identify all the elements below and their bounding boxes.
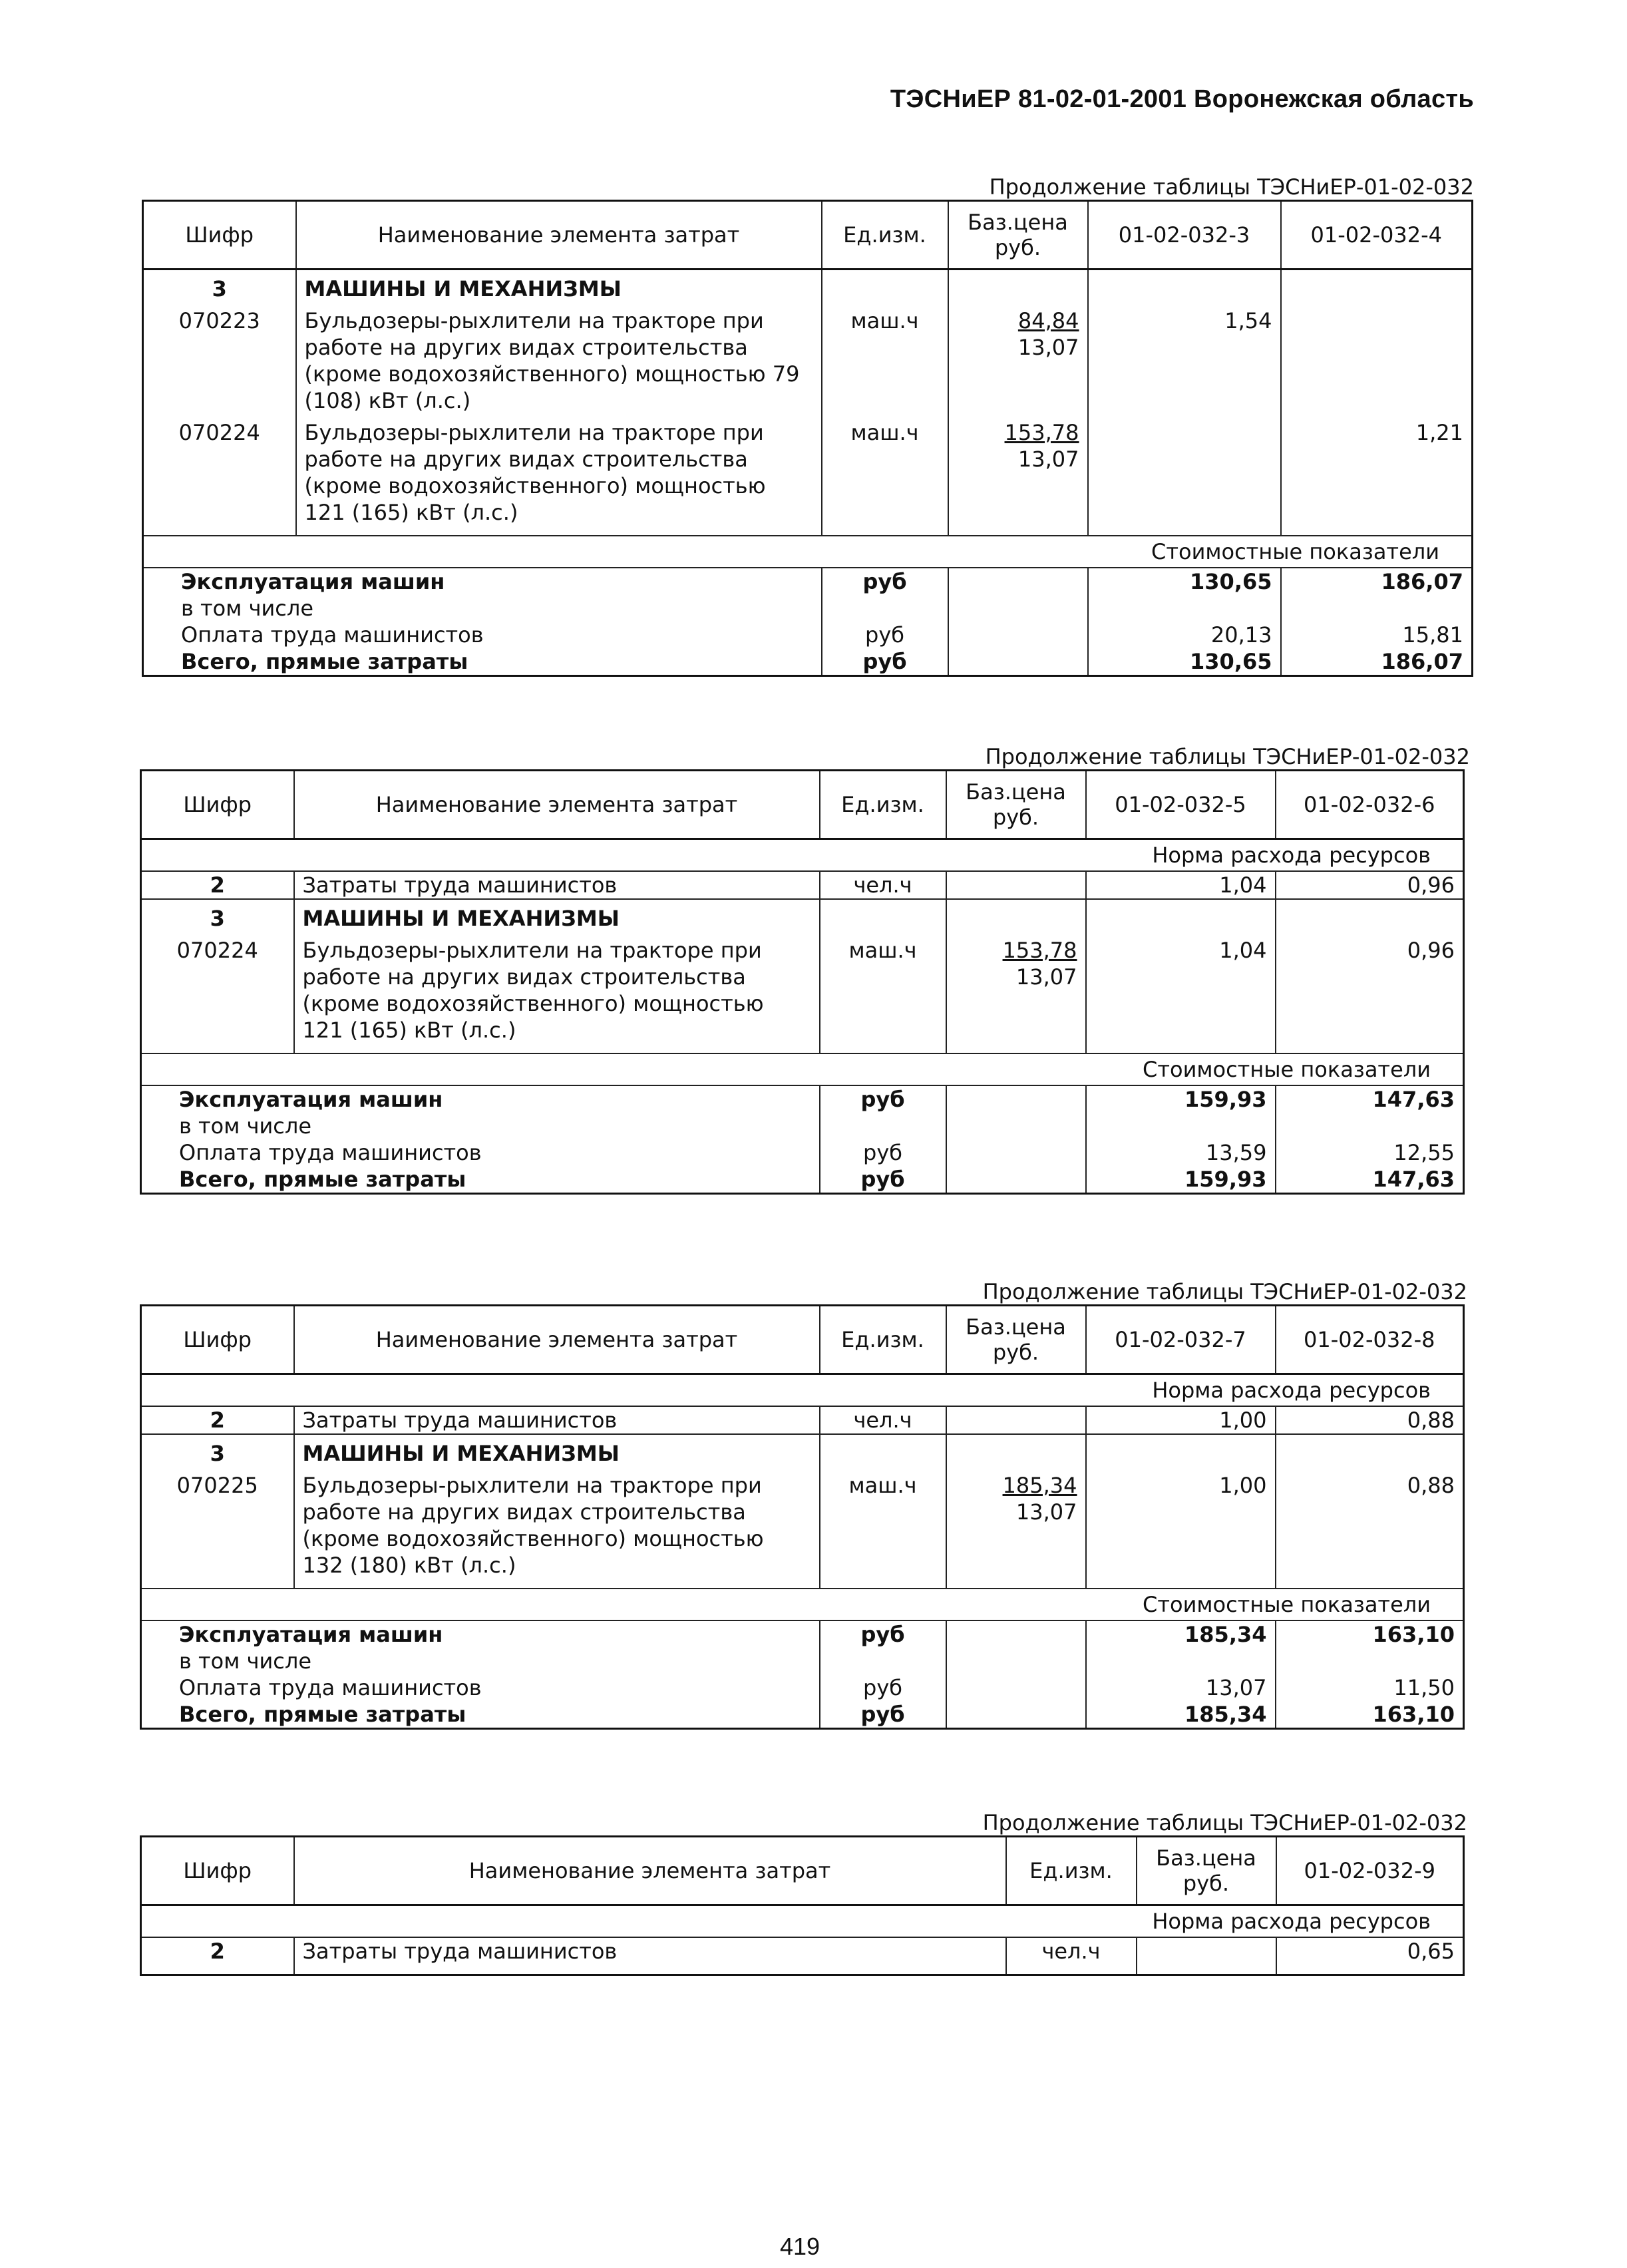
col-header-a: 01-02-032-5 [1086,771,1276,839]
price-top: 185,34 [1002,1473,1077,1498]
section-title: МАШИНЫ И МЕХАНИЗМЫ [296,276,822,302]
pay-a: 13,59 [1086,1139,1276,1166]
labor-a: 0,65 [1276,1937,1464,1965]
labor-row [141,1937,1464,1965]
table-row [143,307,1473,414]
labor-a: 1,00 [1086,1406,1276,1434]
pay-unit: руб [822,622,948,648]
col-header-price: Баз.цена руб. [946,771,1086,839]
exploit-a: 159,93 [1086,1085,1276,1113]
exploit-a: 130,65 [1088,568,1281,595]
col-header-code: Шифр [141,1306,294,1374]
item-value-b [1281,307,1473,414]
col-header-unit: Ед.изм. [1006,1837,1137,1905]
col-header-name: Наименование элемента затрат [294,1306,820,1374]
summary-row [143,595,1473,622]
item-code: 070224 [176,938,258,963]
col-header-code: Шифр [143,201,296,270]
labor-name: Затраты труда машинистов [294,1406,820,1434]
section-row [141,905,1464,932]
section-row [143,276,1473,302]
norm-band: Норма расхода ресурсов [141,1905,1464,1938]
summary-row [141,1085,1464,1113]
summary-row [141,1701,1464,1729]
pay-label: Оплата труда машинистов [179,1675,482,1700]
labor-row [141,1406,1464,1434]
incl-label: в том числе [181,596,313,621]
pay-label: Оплата труда машинистов [181,622,484,648]
table-continuation-label: Продолжение таблицы ТЭСНиЕР-01-02-032 [989,174,1474,200]
labor-b: 0,96 [1276,871,1464,899]
summary-row [143,622,1473,648]
total-unit: руб [822,648,948,676]
total-a: 159,93 [1086,1166,1276,1194]
price-top: 153,78 [1004,420,1079,445]
summary-row [143,648,1473,676]
table-row [141,937,1464,1043]
col-header-a: 01-02-032-3 [1088,201,1281,270]
total-b: 186,07 [1281,648,1473,676]
summary-row [141,1674,1464,1701]
price-bottom: 13,07 [1017,335,1079,360]
col-header-a: 01-02-032-7 [1086,1306,1276,1374]
table-continuation-label: Продолжение таблицы ТЭСНиЕР-01-02-032 [982,1810,1467,1835]
total-unit: руб [820,1701,946,1729]
total-a: 185,34 [1086,1701,1276,1729]
summary-row [141,1139,1464,1166]
cost-band: Стоимостные показатели [141,1053,1464,1085]
page-number: 419 [780,2233,820,2260]
exploit-unit: руб [822,568,948,595]
labor-code: 2 [210,1408,225,1433]
exploit-label: Эксплуатация машин [181,569,445,594]
incl-label: в том числе [179,1648,311,1674]
col-header-code: Шифр [141,771,294,839]
col-header-b: 01-02-032-4 [1281,201,1473,270]
total-label: Всего, прямые затраты [179,1702,466,1727]
exploit-unit: руб [820,1620,946,1648]
pay-a: 20,13 [1088,622,1281,648]
pay-label: Оплата труда машинистов [179,1140,482,1165]
col-header-unit: Ед.изм. [822,201,948,270]
pay-b: 12,55 [1276,1139,1464,1166]
summary-row [141,1113,1464,1139]
item-unit: маш.ч [820,937,946,1043]
labor-b: 0,88 [1276,1406,1464,1434]
labor-a: 1,04 [1086,871,1276,899]
col-header-b: 01-02-032-6 [1276,771,1464,839]
page-header: ТЭСНиЕР 81-02-01-2001 Воронежская область [890,85,1474,113]
total-b: 147,63 [1276,1166,1464,1194]
item-value-b: 1,21 [1281,419,1473,526]
summary-row [141,1620,1464,1648]
price-bottom: 13,07 [1015,964,1077,990]
labor-name: Затраты труда машинистов [294,871,820,899]
section-code: 3 [210,1441,225,1466]
col-header-code: Шифр [141,1837,294,1905]
cost-band: Стоимостные показатели [141,1589,1464,1620]
exploit-b: 163,10 [1276,1620,1464,1648]
pay-unit: руб [820,1674,946,1701]
exploit-b: 186,07 [1281,568,1473,595]
price-bottom: 13,07 [1015,1499,1077,1525]
item-unit: маш.ч [822,307,948,414]
table-header-row [143,201,1473,270]
item-name: Бульдозеры-рыхлители на тракторе при работе на других видах строительства (кроме водохозяйственного) мощностью 132 (180) кВт (л.с.) [294,1472,820,1579]
col-header-unit: Ед.изм. [820,771,946,839]
col-header-b: 01-02-032-8 [1276,1306,1464,1374]
summary-row [141,1648,1464,1674]
table-continuation-label: Продолжение таблицы ТЭСНиЕР-01-02-032 [985,744,1470,769]
pay-unit: руб [820,1139,946,1166]
cost-band: Стоимостные показатели [143,536,1473,568]
item-value-a: 1,00 [1086,1472,1276,1579]
labor-row [141,871,1464,899]
col-header-price: Баз.цена руб. [948,201,1088,270]
labor-unit: чел.ч [820,1406,946,1434]
col-header-name: Наименование элемента затрат [294,771,820,839]
item-price [946,1472,1086,1579]
section-code: 3 [212,276,227,301]
item-name: Бульдозеры-рыхлители на тракторе при работе на других видах строительства (кроме водохозяйственного) мощностью 121 (165) кВт (л.с.) [296,419,822,526]
section-title: МАШИНЫ И МЕХАНИЗМЫ [294,905,820,932]
labor-code: 2 [210,1939,225,1964]
pay-b: 11,50 [1276,1674,1464,1701]
norm-band: Норма расхода ресурсов [141,839,1464,872]
col-header-unit: Ед.изм. [820,1306,946,1374]
exploit-b: 147,63 [1276,1085,1464,1113]
cost-table-2 [140,769,1465,1195]
section-row [141,1440,1464,1467]
cost-table-1 [142,200,1473,677]
summary-row [143,568,1473,595]
labor-unit: чел.ч [820,871,946,899]
total-label: Всего, прямые затраты [181,649,468,674]
total-unit: руб [820,1166,946,1194]
item-value-b: 0,88 [1276,1472,1464,1579]
exploit-a: 185,34 [1086,1620,1276,1648]
price-top: 84,84 [1017,308,1079,333]
table-continuation-label: Продолжение таблицы ТЭСНиЕР-01-02-032 [982,1279,1467,1304]
col-header-price: Баз.цена руб. [1137,1837,1276,1905]
col-header-a: 01-02-032-9 [1276,1837,1464,1905]
table-row [141,1472,1464,1579]
col-header-price: Баз.цена руб. [946,1306,1086,1374]
item-value-a: 1,54 [1088,307,1281,414]
item-code: 070224 [178,420,260,445]
item-price [948,307,1088,414]
norm-band: Норма расхода ресурсов [141,1374,1464,1407]
total-label: Всего, прямые затраты [179,1167,466,1192]
table-header-row [141,1306,1464,1374]
pay-b: 15,81 [1281,622,1473,648]
summary-row [141,1166,1464,1194]
item-value-a [1088,419,1281,526]
cost-table-4 [140,1835,1465,1976]
price-top: 153,78 [1002,938,1077,963]
item-code: 070225 [176,1473,258,1498]
total-b: 163,10 [1276,1701,1464,1729]
item-name: Бульдозеры-рыхлители на тракторе при работе на других видах строительства (кроме водохозяйственного) мощностью 79 (108) кВт (л.с.) [296,307,822,414]
cost-table-3 [140,1304,1465,1730]
table-row [143,419,1473,526]
labor-code: 2 [210,872,225,898]
exploit-unit: руб [820,1085,946,1113]
labor-name: Затраты труда машинистов [294,1937,1006,1965]
item-price [946,937,1086,1043]
section-code: 3 [210,906,225,931]
table-header-row [141,1837,1464,1905]
pay-a: 13,07 [1086,1674,1276,1701]
col-header-name: Наименование элемента затрат [296,201,822,270]
incl-label: в том числе [179,1113,311,1139]
labor-unit: чел.ч [1006,1937,1137,1965]
item-value-b: 0,96 [1276,937,1464,1043]
item-value-a: 1,04 [1086,937,1276,1043]
item-price [948,419,1088,526]
item-unit: маш.ч [822,419,948,526]
price-bottom: 13,07 [1017,447,1079,472]
item-code: 070223 [178,308,260,333]
col-header-name: Наименование элемента затрат [294,1837,1006,1905]
item-name: Бульдозеры-рыхлители на тракторе при работе на других видах строительства (кроме водохозяйственного) мощностью 121 (165) кВт (л.с.) [294,937,820,1043]
table-header-row [141,771,1464,839]
total-a: 130,65 [1088,648,1281,676]
exploit-label: Эксплуатация машин [179,1622,443,1647]
item-unit: маш.ч [820,1472,946,1579]
section-title: МАШИНЫ И МЕХАНИЗМЫ [294,1440,820,1467]
exploit-label: Эксплуатация машин [179,1087,443,1112]
